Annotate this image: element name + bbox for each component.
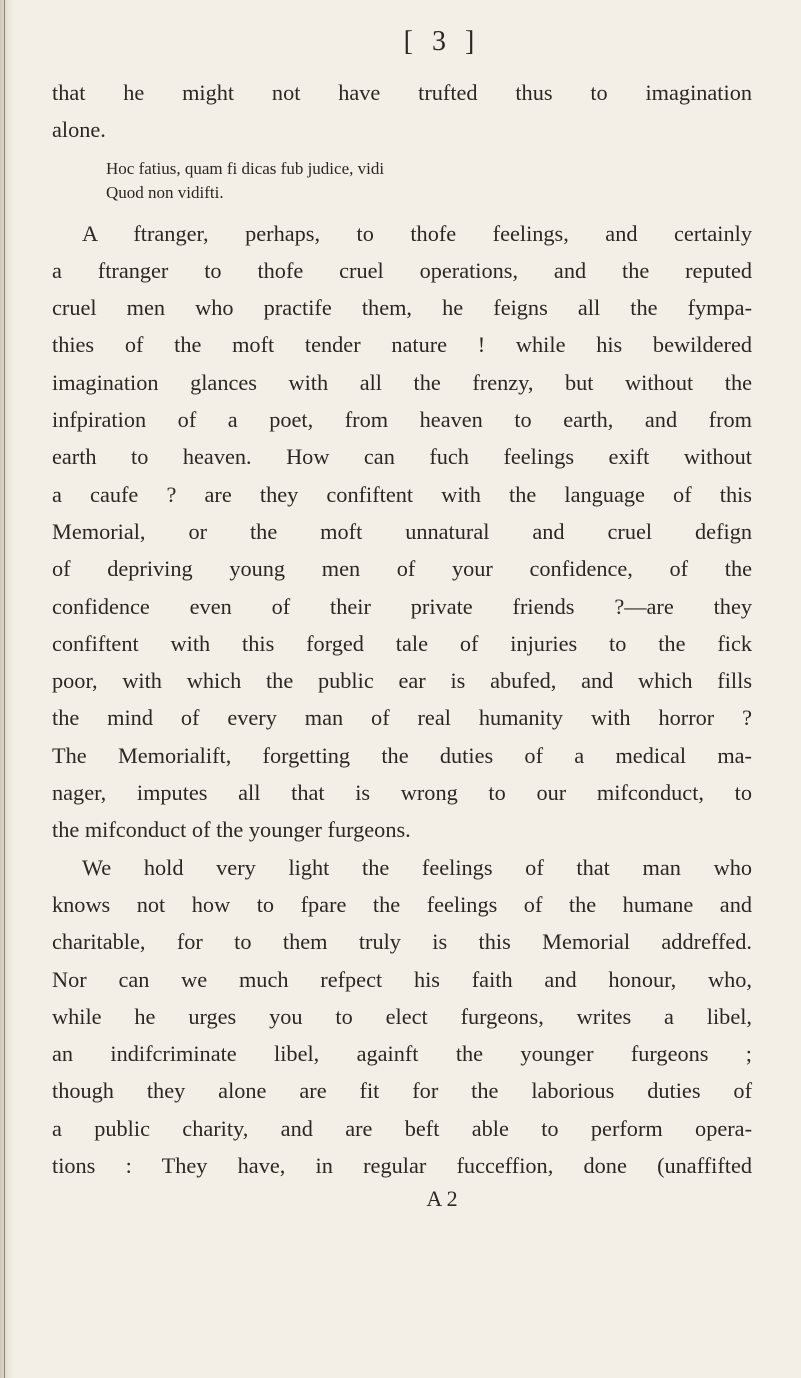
text-line: that he might not have trufted thus to imagination [52, 80, 752, 105]
text-line: knows not how to fpare the feelings of the humane and [52, 891, 752, 917]
document-page [52, 20, 752, 1214]
text-line: Nor can we much refpect his faith and honour, who, [52, 966, 752, 992]
text-line: imagination glances with all the frenzy, but without the [52, 369, 752, 395]
opening-text [52, 74, 752, 149]
latin-quote [52, 157, 752, 205]
text-line: a caufe ? are they confiftent with the language of this [52, 481, 752, 507]
text-line: A ftranger, perhaps, to thofe feelings, and certainly [82, 220, 752, 246]
text-line: tions : They have, in regular fucceffion, done (unaffifted [52, 1153, 752, 1179]
text-line: Memorial, or the moft unnatural and cruel defign [52, 518, 752, 544]
text-line: cruel men who practife them, he feigns all the fympa- [52, 295, 752, 321]
paragraph-1 [52, 215, 752, 849]
text-line: the mifconduct of the younger furgeons. [52, 817, 411, 843]
quote-line: Hoc fatius, quam fi dicas fub judice, vidi [106, 158, 385, 178]
page-edge-shadow [0, 0, 14, 1378]
text-line: The Memorialift, forgetting the duties of a medical ma- [52, 742, 752, 768]
page-edge-line [4, 0, 5, 1378]
text-line: alone. [52, 117, 106, 143]
text-line: We hold very light the feelings of that man who [82, 854, 752, 880]
text-line: infpiration of a poet, from heaven to earth, and from [52, 407, 752, 433]
text-line: thies of the moft tender nature ! while his bewildered [52, 332, 752, 358]
text-line: while he urges you to elect furgeons, writes a libel, [52, 1003, 752, 1029]
quote-line: Quod non vidifti. [106, 182, 224, 202]
paragraph-2 [52, 849, 752, 1185]
text-line: an indifcriminate libel, againft the younger furgeons ; [52, 1041, 752, 1067]
signature-mark: A 2 [426, 1186, 458, 1212]
page-number: [ 3 ] [403, 26, 481, 57]
text-line: confidence even of their private friends ?—are they [52, 593, 752, 619]
text-line: poor, with which the public ear is abufed, and which fills [52, 668, 752, 694]
text-line: charitable, for to them truly is this Memorial addreffed. [52, 929, 752, 955]
text-line: the mind of every man of real humanity with horror ? [52, 705, 752, 731]
text-line: though they alone are fit for the laborious duties of [52, 1078, 752, 1104]
text-line: a ftranger to thofe cruel operations, and the reputed [52, 257, 752, 283]
text-line: earth to heaven. How can fuch feelings exift without [52, 444, 752, 470]
text-line: a public charity, and are beft able to perform opera- [52, 1115, 752, 1141]
text-line: confiftent with this forged tale of injuries to the fick [52, 630, 752, 656]
text-line: nager, imputes all that is wrong to our mifconduct, to [52, 780, 752, 806]
text-line: of depriving young men of your confidence, of the [52, 556, 752, 582]
